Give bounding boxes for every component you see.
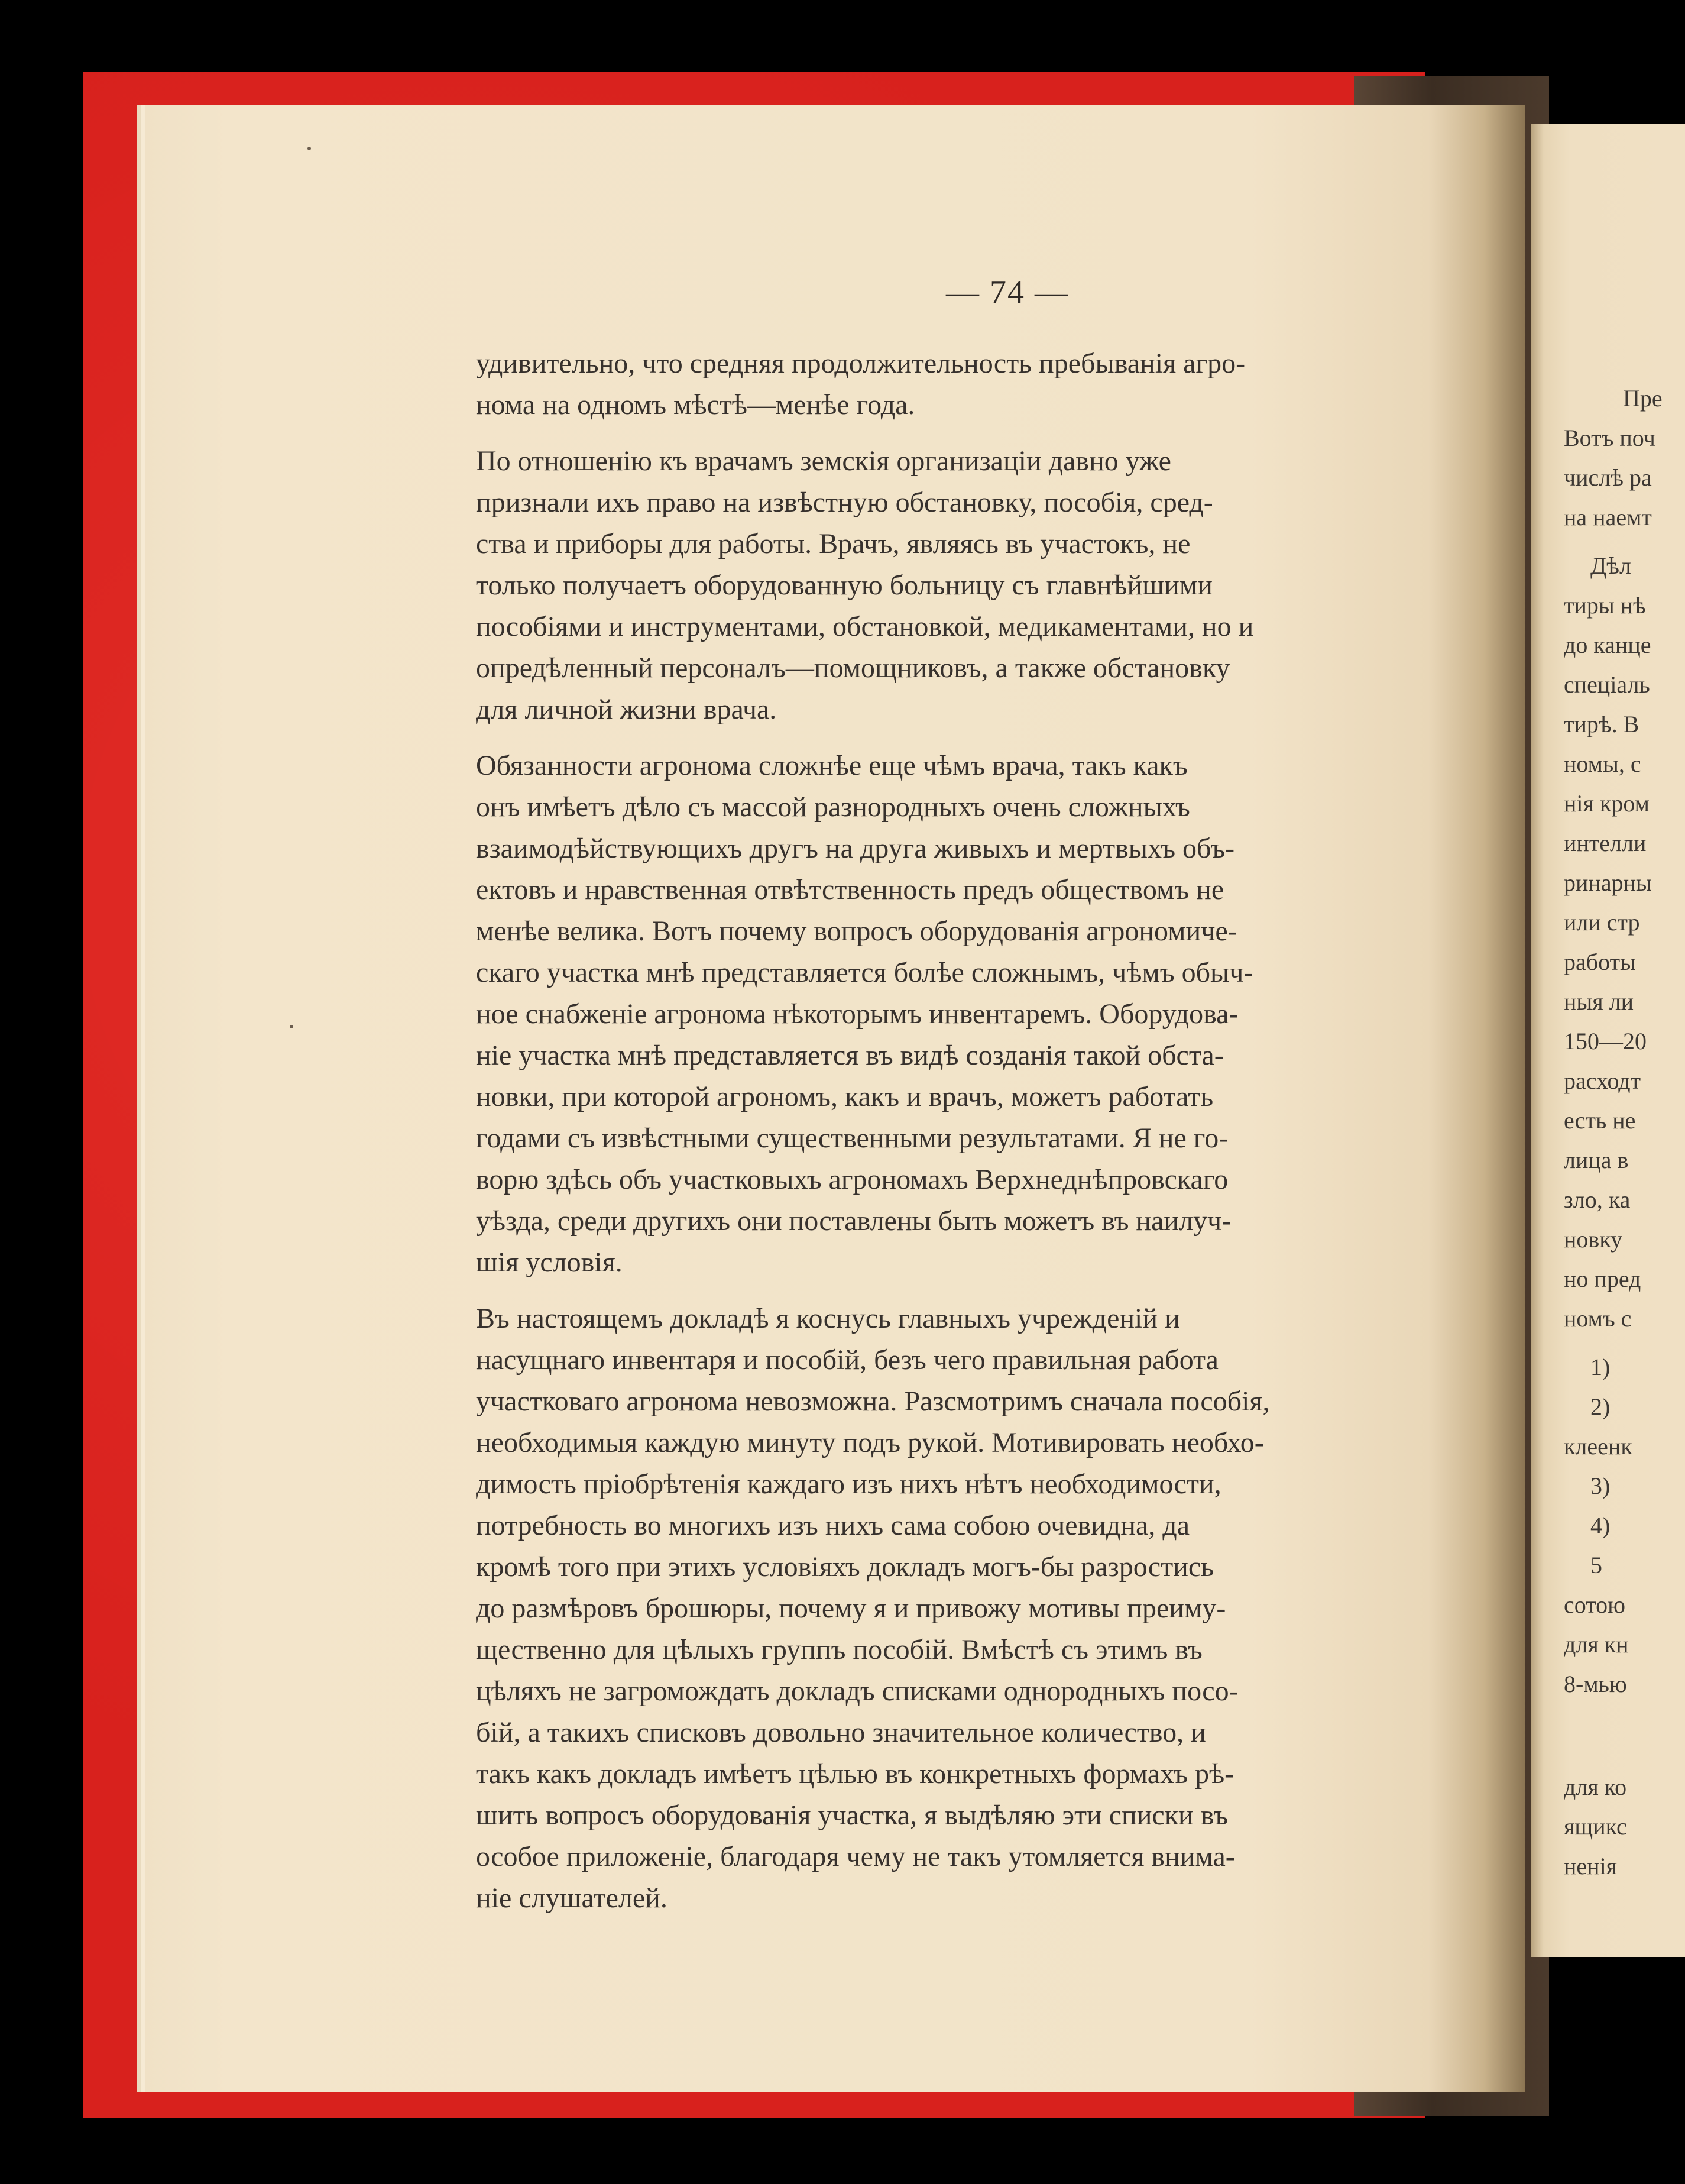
right-page-line: расходт xyxy=(1564,1067,1641,1094)
left-page-text xyxy=(476,343,1528,1934)
right-page-text xyxy=(1564,378,1685,1886)
right-page-line: числѣ ра xyxy=(1564,464,1652,491)
right-page-line: зло, ка xyxy=(1564,1186,1631,1213)
right-page-line: номъ с xyxy=(1564,1305,1632,1332)
right-page-line: сотою xyxy=(1564,1591,1626,1618)
right-page-line: тирѣ. В xyxy=(1564,711,1639,737)
right-page-line: 3) xyxy=(1590,1473,1611,1499)
right-page-line: ныя ли xyxy=(1564,988,1634,1015)
right-page-line: работы xyxy=(1564,949,1636,975)
right-page-line: для кн xyxy=(1564,1631,1629,1658)
right-page-line: Пре xyxy=(1623,385,1663,412)
right-page-line xyxy=(1564,1727,1685,1767)
right-page-line: интелли xyxy=(1564,830,1647,856)
right-page-line: есть не xyxy=(1564,1107,1636,1134)
right-page-line: на наемт xyxy=(1564,504,1652,530)
page-number: — 74 — xyxy=(946,274,1069,310)
right-page-line: тиры нѣ xyxy=(1564,592,1646,619)
right-page-line: номы, с xyxy=(1564,750,1641,777)
right-page-line: 1) xyxy=(1590,1354,1611,1380)
right-page-line: 5 xyxy=(1590,1552,1602,1578)
paragraph: Въ настоящемъ докладѣ я коснусь главныхъ учрежденій и насущнаго инвентаря и пособій, безъ чего правильная работа участковаго агронома невозможна. Разсмотримъ сначала пособія, необходимыя каждую минуту подъ рукой. Мотивировать необхо- димость пріобрѣтенія каждаго изъ нихъ нѣтъ необходимости, потребность во многихъ изъ нихъ сама собою очевидна, да кромѣ того при этихъ условіяхъ докладъ могъ-бы разростись до размѣровъ брошюры, почему я и привожу мотивы преиму- щественно для цѣлыхъ группъ пособій. Вмѣстѣ съ этимъ въ цѣляхъ не загромождать докладъ списками однородныхъ посо- бій, а такихъ списковъ довольно значительное количество, и такъ какъ докладъ имѣетъ цѣлью въ конкретныхъ формахъ рѣ- шить вопросъ оборудованія участка, я выдѣляю эти списки въ особое приложеніе, благодаря чему не такъ утомляется внима- ніе слушателей. xyxy=(476,1303,1270,1914)
right-page-line: для ко xyxy=(1564,1774,1627,1800)
right-page-line: или стр xyxy=(1564,909,1640,936)
right-page-line: ненія xyxy=(1564,1853,1618,1879)
right-page-line: ринарны xyxy=(1564,869,1652,896)
right-page-line: клеенк xyxy=(1564,1433,1632,1460)
paper-speck xyxy=(290,1025,293,1028)
right-page-line: 4) xyxy=(1590,1512,1611,1539)
right-page-line: 150—20 xyxy=(1564,1028,1647,1054)
right-page-line: Дѣл xyxy=(1590,552,1631,579)
right-page-line: но пред xyxy=(1564,1266,1641,1292)
right-page-line: ящикс xyxy=(1564,1813,1627,1840)
right-page-line: 2) xyxy=(1590,1393,1611,1420)
paragraph: Обязанности агронома сложнѣе еще чѣмъ врача, такъ какъ онъ имѣетъ дѣло съ массой разнородныхъ очень сложныхъ взаимодѣйствующихъ другъ на друга живыхъ и мертвыхъ объ- ектовъ и нравственная отвѣтственность предъ обществомъ не менѣе велика. Вотъ почему вопросъ оборудованія агрономиче- скаго участка мнѣ представляется болѣе сложнымъ, чѣмъ обыч- ное снабженіе агронома нѣкоторымъ инвентаремъ. Оборудова- ніе участка мнѣ представляется въ видѣ созданія такой обста- новки, при которой агрономъ, какъ и врачъ, можетъ работать годами съ извѣстными существенными результатами. Я не го- ворю здѣсь объ участковыхъ агрономахъ Верхнеднѣпровскаго уѣзда, среди другихъ они поставлены быть можетъ въ наилуч- шія условія. xyxy=(476,750,1253,1278)
right-page-line: нія кром xyxy=(1564,790,1650,817)
right-page-line: Вотъ поч xyxy=(1564,425,1655,451)
paragraph: По отношенію къ врачамъ земскія организаціи давно уже признали ихъ право на извѣстную обстановку, пособія, сред- ства и приборы для работы. Врачъ, являясь въ участокъ, не только получаетъ оборудованную больницу съ главнѣйшими пособіями и инструментами, обстановкой, медикаментами, но и опредѣленный персоналъ—помощниковъ, а также обстановку для личной жизни врача. xyxy=(476,445,1254,725)
paper-speck xyxy=(307,147,311,150)
right-page-line: спеціаль xyxy=(1564,671,1650,698)
paragraph: удивительно, что средняя продолжительность пребыванія агро- нома на одномъ мѣстѣ—менѣе года. xyxy=(476,348,1246,420)
right-page-line: 8-мью xyxy=(1564,1671,1627,1697)
right-page-line: лица в xyxy=(1564,1147,1629,1173)
right-page-line: новку xyxy=(1564,1226,1623,1253)
right-page-line: до канце xyxy=(1564,632,1651,658)
